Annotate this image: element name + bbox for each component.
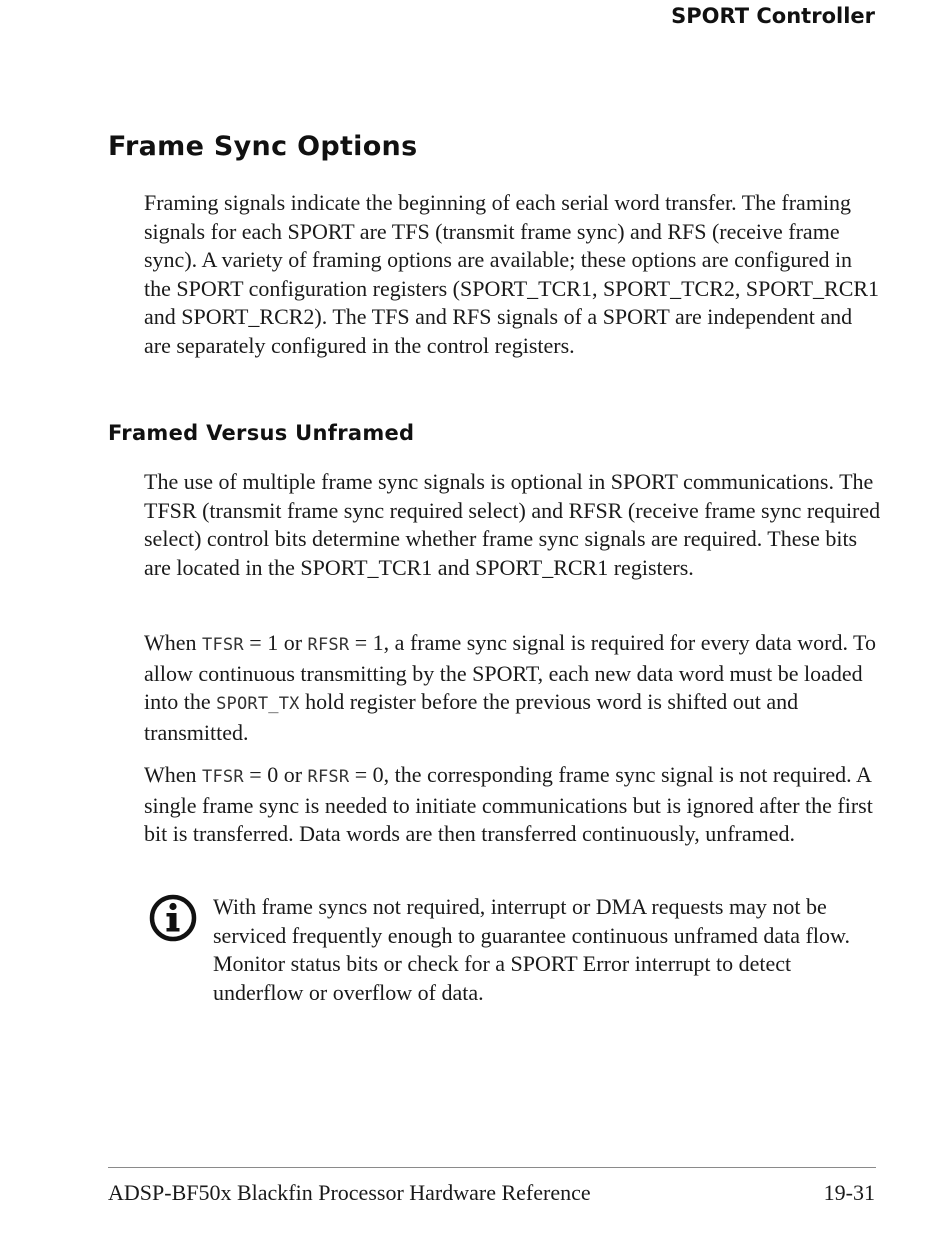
note-text: With frame syncs not required, interrupt or DMA requests may not be serviced frequently enough to guarantee continuous unframed data flow. Monitor status bits or check for a SPORT Error interrupt to detect underflow or overflow of data. [213,894,850,1005]
register-name-rfsr: RFSR [307,635,350,655]
framed-paragraph-2 [144,629,884,747]
framed-paragraph-3 [144,761,884,849]
register-name-sport-tx: SPORT_TX [216,694,300,715]
text-run: When [144,630,203,655]
footer-divider [108,1167,876,1168]
text-run: = 0, the corresponding frame sync signal is not required. A single frame sync is needed to initiate communications but is ignored after the first bit is transferred. Data words are then transferred continuously, unframed. [144,762,873,847]
text-run: = 1, a frame sync signal is required for every data word. To allow continuous transmitting by the SPORT, each new data word must be loaded into the [144,630,876,715]
footer-page-number: 19-31 [823,1180,875,1205]
text-run: When [144,762,203,787]
info-icon [148,893,198,943]
subsection-title: Framed Versus Unframed [108,421,415,445]
register-name-tfsr: TFSR [202,767,244,787]
running-header-title: SPORT Controller [671,4,875,28]
intro-paragraph: Framing signals indicate the beginning of each serial word transfer. The framing signals for each SPORT are TFS (transmit frame sync) and RFS (receive frame sync). A variety of framing options are available; these options are configured in the SPORT configuration registers (SPORT_TCR1, SPORT_TCR2, SPORT_RCR1 and SPORT_RCR2). The TFS and RFS signals of a SPORT are independent and are separately configured in the control registers. [144,190,880,358]
register-name-tfsr: TFSR [202,635,244,655]
text-run: = 0 or [243,762,308,787]
footer-book-title: ADSP-BF50x Blackfin Processor Hardware Reference [108,1180,591,1205]
framed-paragraph-1: The use of multiple frame sync signals is optional in SPORT communications. The TFSR (transmit frame sync required select) and RFSR (receive frame sync required select) control bits determine whether frame sync signals are required. These bits are located in the SPORT_TCR1 and SPORT_RCR1 registers. [144,469,881,580]
register-name-rfsr: RFSR [307,767,350,787]
text-run: = 1 or [243,630,308,655]
text-run: hold register before the previous word is shifted out and transmitted. [144,689,799,745]
section-title: Frame Sync Options [108,131,418,162]
